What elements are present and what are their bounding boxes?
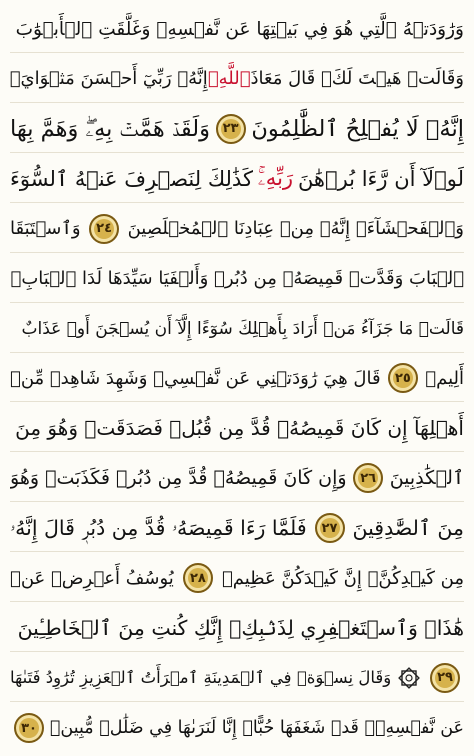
verse-line [10, 6, 464, 53]
verse-text: قَالَ هِيَ رَٰوَدَتۡنِي عَن نَّفۡسِيۚ وَشَهِدَ شَاهِدٞ مِّنۡ [10, 367, 381, 389]
verse-text: وَرَٰوَدَتۡهُ ٱلَّتِي هُوَ فِي بَيۡتِهَا عَن نَّفۡسِهِۦ وَغَلَّقَتِ ٱلۡأَبۡوَٰبَ [15, 18, 464, 40]
divine-name: رَبِّهِۦۚ [257, 166, 294, 191]
verse-line [10, 655, 464, 702]
verse-text: أَهۡلِهَآ إِن كَانَ قَمِيصُهُۥ قُدَّ مِن قُبُلٖ فَصَدَقَتۡ وَهُوَ مِنَ [15, 416, 464, 441]
ayah-number-marker: ٢٦ [353, 463, 383, 493]
ayah-number-marker: ٢٣ [216, 114, 246, 144]
verse-text: لَوۡلَآ أَن رَّءَا بُرۡهَٰنَ [297, 166, 464, 191]
verse-text: أَلِيمٞ [425, 367, 464, 389]
verse-text: وَقَالَتۡ هَيۡتَ لَكَۚ قَالَ مَعَاذَ [250, 68, 464, 90]
verse-text: وَقَالَ نِسۡوَةٞ فِي ٱلۡمَدِينَةِ ٱمۡرَأَتُ ٱلۡعَزِيزِ تُرَٰوِدُ فَتَىٰهَا [10, 668, 392, 688]
verse-line [10, 106, 464, 153]
verse-text: يُوسُفُ أَعۡرِضۡ عَنۡ [10, 567, 174, 589]
verse-line [10, 306, 464, 353]
verse-line [10, 355, 464, 402]
verse-line [10, 605, 464, 652]
ayah-number-marker: ٢٤ [89, 214, 119, 244]
verse-text: وَٱلۡفَحۡشَآءَۚ إِنَّهُۥ مِنۡ عِبَادِنَا ٱلۡمُخۡلَصِينَ [127, 218, 464, 240]
verse-line [10, 256, 464, 303]
verse-line [10, 705, 464, 752]
verse-line [10, 206, 464, 253]
ayah-number-marker: ٢٩ [430, 663, 460, 693]
verse-line [10, 505, 464, 552]
ayah-number-marker: ٢٧ [315, 513, 345, 543]
verse-text: ٱلۡكَٰذِبِينَ [389, 467, 464, 490]
verse-text: إِنَّهُۥ رَبِّيٓ أَحۡسَنَ مَثۡوَايَۖ [10, 68, 208, 90]
divine-name: ٱللَّهِۖ [207, 68, 251, 90]
verse-line [10, 405, 464, 452]
verse-text: عَن نَّفۡسِهِۦۖ قَدۡ شَغَفَهَا حُبًّاۖ إِنَّا لَنَرَىٰهَا فِي ضَلَٰلٖ مُّبِينٖ [49, 718, 464, 739]
verse-line [10, 555, 464, 602]
verse-text: هَٰذَاۚ وَٱسۡتَغۡفِرِي لِذَنۢبِكِۖ إِنَّكِ كُنتِ مِنَ ٱلۡخَاطِـِٔينَ [17, 616, 464, 641]
verse-text: قَالَتۡ مَا جَزَآءُ مَنۡ أَرَادَ بِأَهۡلِكَ سُوٓءًا إِلَّآ أَن يُسۡجَنَ أَوۡ عَذَابٌ [21, 318, 464, 339]
verse-line [10, 156, 464, 203]
verse-text: إِنَّهُۥ لَا يُفۡلِحُ ٱلظَّٰلِمُونَ [251, 115, 464, 142]
verse-text: مِنَ ٱلصَّٰدِقِينَ [352, 516, 464, 541]
ayah-number-marker: ٢٨ [183, 563, 213, 593]
ayah-number-marker: ٢٥ [388, 363, 418, 393]
verse-text: وَإِن كَانَ قَمِيصُهُۥ قُدَّ مِن دُبُرٖ فَكَذَبَتۡ وَهُوَ [10, 467, 347, 490]
verse-line [10, 56, 464, 103]
verse-text: كَذَٰلِكَ لِنَصۡرِفَ عَنۡهُ ٱلسُّوٓءَ [10, 166, 253, 191]
verse-text: وَلَقَدۡ هَمَّتۡ بِهِۦۖ وَهَمَّ بِهَا [10, 115, 210, 142]
verse-text: فَلَمَّا رَءَا قَمِيصَهُۥ قُدَّ مِن دُبُرٖ قَالَ إِنَّهُۥ [10, 515, 307, 540]
verse-text: مِن كَيۡدِكُنَّۖ إِنَّ كَيۡدَكُنَّ عَظِيمٞ [221, 567, 464, 589]
verse-line [10, 455, 464, 502]
verse-text: وَٱسۡتَبَقَا [10, 218, 81, 240]
ayah-number-marker: ٣٠ [14, 713, 44, 743]
rub-el-hizb-icon [396, 665, 422, 691]
verse-text: ٱلۡبَابَ وَقَدَّتۡ قَمِيصَهُۥ مِن دُبُرٖ وَأَلۡفَيَا سَيِّدَهَا لَدَا ٱلۡبَابِۚ [10, 268, 464, 290]
